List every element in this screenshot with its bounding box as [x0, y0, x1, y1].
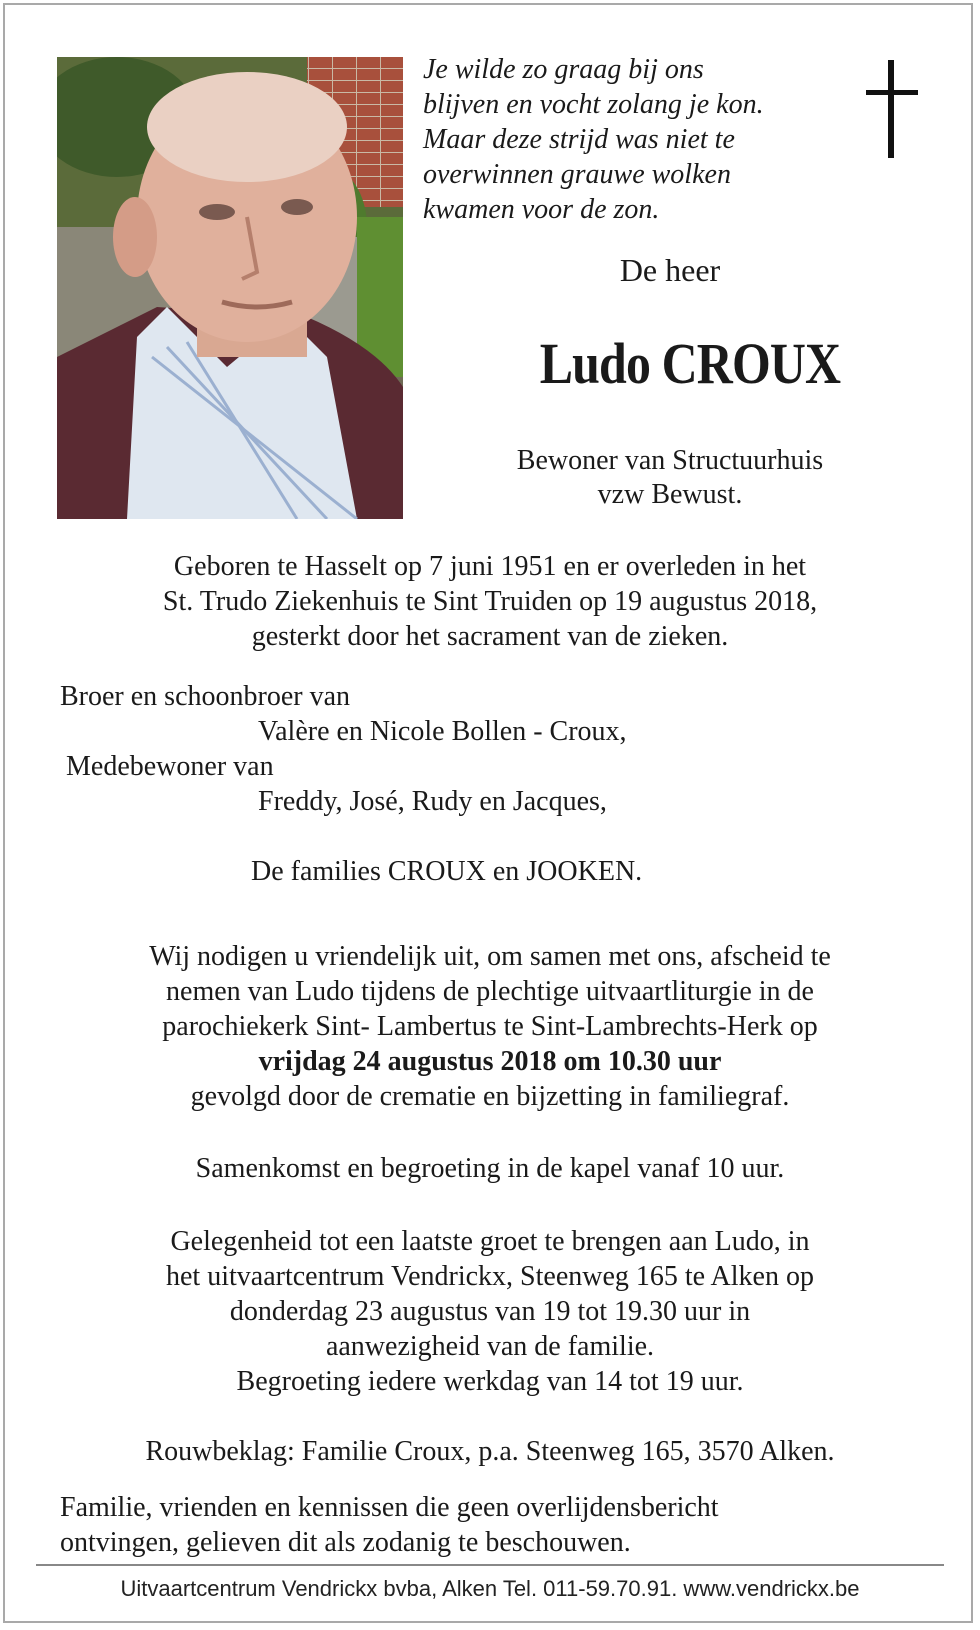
family-line-2: Valère en Nicole Bollen - Croux,: [258, 716, 627, 747]
portrait-illustration: [57, 57, 403, 519]
salutation: De heer: [619, 252, 721, 288]
text-line: parochiekerk Sint- Lambertus te Sint-Lambrechts-Herk op: [162, 1011, 818, 1042]
gathering-text: Samenkomst en begroeting in de kapel vanaf 10 uur.: [195, 1153, 785, 1184]
notice-text: [60, 1490, 960, 1560]
text-line: nemen van Ludo tijdens de plechtige uitvaartliturgie in de: [166, 976, 814, 1007]
text-line: Begroeting iedere werkdag van 14 tot 19 uur.: [236, 1366, 744, 1397]
poem-line: blijven en vocht zolang je kon.: [423, 89, 764, 120]
family-line-5: De families CROUX en JOOKEN.: [251, 856, 643, 887]
family-line-4: Freddy, José, Rudy en Jacques,: [258, 786, 607, 817]
family-line-1: Broer en schoonbroer van: [60, 681, 351, 712]
text-line: donderdag 23 augustus van 19 tot 19.30 uur in: [229, 1296, 751, 1327]
poem-line: kwamen voor de zon.: [423, 194, 660, 225]
poem-line: Je wilde zo graag bij ons: [423, 54, 704, 85]
farewell-text: [40, 1224, 940, 1399]
text-line: Familie, vrienden en kennissen die geen overlijdensbericht: [60, 1492, 719, 1523]
text-line: aanwezigheid van de familie.: [325, 1331, 655, 1362]
divider: [36, 1564, 944, 1566]
poem-line: overwinnen grauwe wolken: [423, 159, 731, 190]
footer-text: Uitvaartcentrum Vendrickx bvba, Alken Tel. 011-59.70.91. www.vendrickx.be: [120, 1576, 860, 1601]
text-line: Wij nodigen u vriendelijk uit, om samen met ons, afscheid te: [149, 941, 831, 972]
text-line: gevolgd door de crematie en bijzetting in familiegraf.: [190, 1081, 790, 1112]
service-date: vrijdag 24 augustus 2018 om 10.30 uur: [258, 1046, 722, 1077]
cross-icon: [862, 60, 922, 160]
condolence-text: Rouwbeklag: Familie Croux, p.a. Steenweg 165, 3570 Alken.: [145, 1436, 835, 1467]
text-line: ontvingen, gelieven dit als zodanig te beschouwen.: [60, 1527, 631, 1558]
text-line: Gelegenheid tot een laatste groet te brengen aan Ludo, in: [170, 1226, 810, 1257]
portrait-photo: [57, 57, 403, 519]
birth-death-text: [40, 549, 940, 654]
family-line-3: Medebewoner van: [66, 751, 274, 782]
text-line: Geboren te Hasselt op 7 juni 1951 en er overleden in het: [173, 551, 807, 582]
text-line: het uitvaartcentrum Vendrickx, Steenweg 165 te Alken op: [166, 1261, 814, 1292]
text-line: St. Trudo Ziekenhuis te Sint Truiden op 19 augustus 2018,: [162, 586, 818, 617]
invitation-text: [40, 939, 940, 1114]
poem-line: Maar deze strijd was niet te: [423, 124, 735, 155]
deceased-name: Ludo CROUX: [539, 331, 841, 396]
residence-line: Bewoner van Structuurhuis: [516, 445, 824, 476]
residence-line: vzw Bewust.: [597, 479, 743, 510]
poem: [423, 52, 843, 227]
residence: [440, 444, 900, 512]
text-line: gesterkt door het sacrament van de zieken.: [251, 621, 729, 652]
